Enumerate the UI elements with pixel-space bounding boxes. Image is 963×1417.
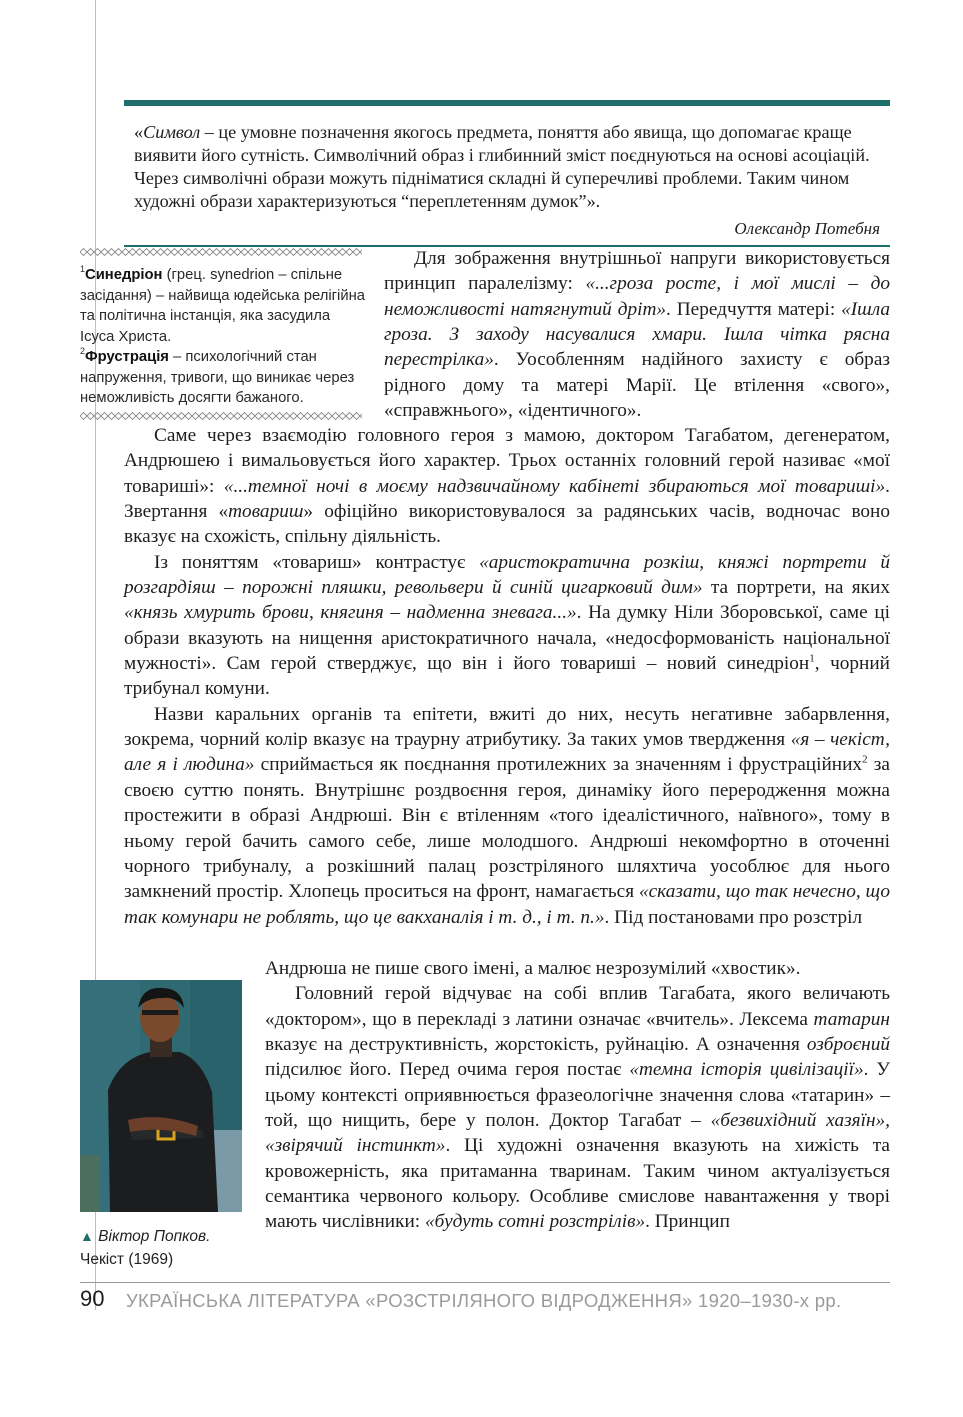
caption-author: Віктор Попков. <box>98 1228 211 1245</box>
epigraph-quote-box <box>124 100 890 247</box>
running-footer-title: УКРАЇНСЬКА ЛІТЕРАТУРА «РОЗСТРІЛЯНОГО ВІДРОДЖЕННЯ» 1920–1930-х рр. <box>126 1290 842 1311</box>
footnote-2: $^2$Фрустрація – психологічний стан напруження, тривоги, що виникає через неможливість досягти бажаного. <box>80 346 355 406</box>
quote-text: «Символ – це умовне позначення якогось предмета, поняття або явища, що допомагає краще виявити його сутність. Символічний образ і глибинний зміст поєднуються на основі асоціацій. Через символічні образи можуть підніматися складні й суперечливі проблеми. Таким чином художні образи характеризуються “переплетенням думок”». <box>134 122 870 211</box>
triangle-icon: ▲ <box>80 1228 94 1244</box>
quote-author: Олександр Потебня <box>734 219 880 238</box>
text-beside-figure <box>265 956 890 1235</box>
footer-rule <box>80 1282 890 1283</box>
paragraph-2: Саме через взаємодію головного героя з мамою, доктором Тагабатом, дегенератом, Андрюшею і вимальовується його характер. Трьох останніх головний герой називає «мої товариші»: «...темної ночі в моєму надзвичайному кабінеті збираються мої товариші». Звертання «товариш» офіційно використовувалося за радянських часів, водночас воно вказує на схожість, спільну діяльність. <box>124 425 891 548</box>
figure-caption <box>80 1225 250 1271</box>
paragraph-5: Головний герой відчуває на собі вплив Тагабата, якого величають «доктором», що в перекладі з латини означає «вчитель». Лексема татарин вказує на деструктивність, жорстокість, руйнацію. А означення озброєний підсилює його. Перед очима героя постає «темна історія цивілізації». У цьому контексті оприявнюється фразеологічне значення слова «татарин» – той, що нищить, бере у полон. Доктор Тагабат – «безвихідний хазяїн», «звірячий інстинкт». Ці художні означення вказують на хижість та кровожерність, яка притаманна тваринам. Таким чином актуалізується семантика червоного кольору. Особливе смислове навантаження у творі мають числівники: «будуть сотні розстрілів». Принцип <box>265 983 890 1233</box>
paragraph-4-continued: Андрюша не пише свого імені, а малює незрозумілий «хвостик». <box>265 958 801 979</box>
paragraph-1: Для зображення внутрішньої напруги використовується принцип паралелізму: «...гроза росте, і мої мислі – до неможливості натягнутий дріт». Передчуття матері: «Ішла гроза. З заходу насувалися хмари. Ішла чітка рясна перестрілка». Уособленням надійного захисту є образ рідного дому та матері Марії. Це втілення «свого», «справжнього», «ідентичного». <box>384 248 890 422</box>
footnotes-sidebar <box>80 265 365 409</box>
paragraph-4: Назви каральних органів та епітети, вжиті до них, несуть негативне забарвлення, зокрема, чорний колір вказує на траурну атрибутику. За таких умов твердження «я – чекіст, але я і людина» сприймається як поєднання протилежних за значенням і фрустраційних$^2$ за своєю суттю понять. Внутрішнє роздвоєння героя, динаміку його переродження можна простежити в образі Андрюші. Він є втіленням «того ідеалістичного, наївного», тому в ньому герой бачить самого себе, лише молодшого. Андрюші некомфортно в оточенні чорного трибуналу, а розкішний палац розстріляного шляхтича уособлює для нього замкнений простір. Хлопець проситься на фронт, намагається «сказати, що так нечесно, що так комунари не роблять, що це вакханалія і т. д., і т. п.». Під постановами про розстріл <box>124 703 890 928</box>
quote-term: Символ <box>143 122 201 142</box>
main-text-block <box>124 423 890 930</box>
caption-title: Чекіст (1969) <box>80 1251 174 1268</box>
page-number: 90 <box>80 1286 105 1311</box>
painting-chekist <box>80 980 242 1212</box>
ornament-border-bottom <box>80 411 362 421</box>
footnote-1: $^1$Синедріон (грец. synedrion – спільне засідання) – найвища юдейська релігійна та політична інстанція, яка засудила Ісуса Христа. <box>80 264 365 345</box>
ornament-border-top <box>80 247 362 257</box>
paragraph-3: Із поняттям «товариш» контрастує «аристократична розкіш, княжі портрети й розгардіяш – порожні пляшки, револьвери й синій цигарковий дим» та портрети, на яких «князь хмурить брови, княгиня – надменна зневага...». На думку Ніли Зборовської, саме ці образи вказують на нищення аристократичного начала, «недосформованість національної мужності». Сам герой стверджує, що він і його товариші – новий синедріон$^1$, чорний трибунал комуни. <box>124 551 891 700</box>
quote-top-rule <box>124 100 890 106</box>
